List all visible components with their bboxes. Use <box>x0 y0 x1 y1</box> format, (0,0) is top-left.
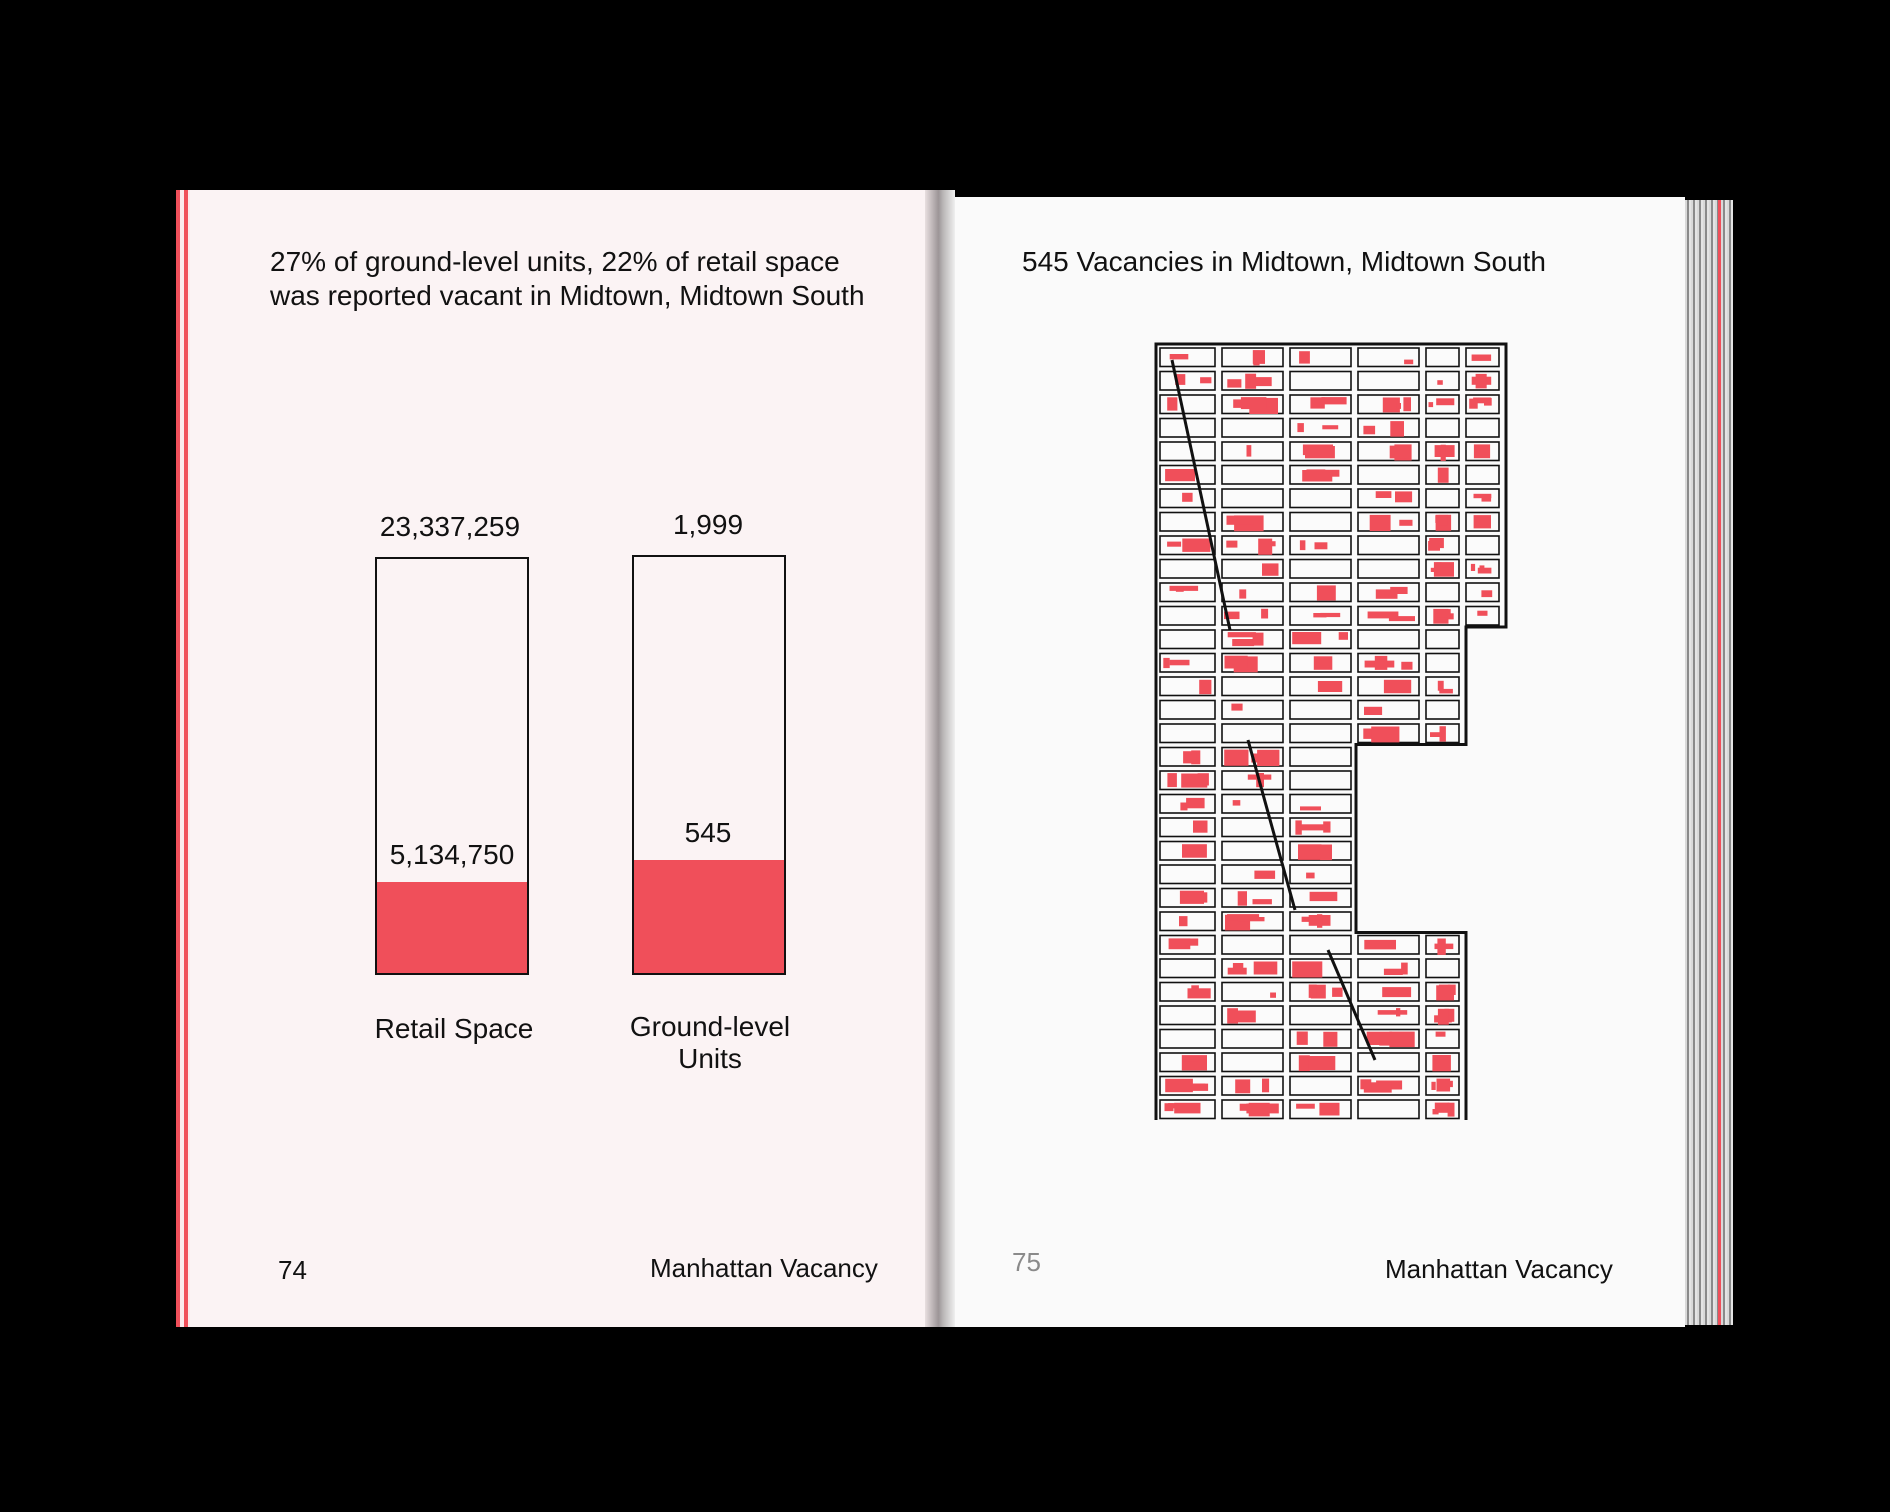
vacancy-mark <box>1474 444 1490 458</box>
vacancy-mark <box>1238 917 1265 921</box>
category-label-units-line-2: Units <box>678 1043 742 1074</box>
vacancy-mark <box>1308 1056 1335 1070</box>
vacancy-mark <box>1305 446 1335 458</box>
map-block <box>1426 701 1459 720</box>
vacancy-mark <box>1224 750 1248 766</box>
map-blocks <box>1160 348 1499 1119</box>
map-block <box>1290 489 1351 508</box>
vacancy-mark <box>1184 470 1192 477</box>
category-label-units-line-1: Ground-level <box>629 1011 791 1042</box>
vacancy-mark <box>1469 399 1478 409</box>
map-block <box>1290 560 1351 579</box>
vacancy-mark <box>1167 773 1177 787</box>
bar-retail-space <box>375 557 529 975</box>
map-block <box>1222 489 1283 508</box>
vacancy-mark <box>1396 403 1401 409</box>
vacancy-mark <box>1436 398 1454 405</box>
vacancy-mark <box>1315 542 1328 549</box>
vacancy-mark <box>1382 987 1411 997</box>
map-block <box>1160 560 1215 579</box>
vacancy-mark <box>1317 914 1322 928</box>
map-block <box>1160 442 1215 461</box>
vacancy-mark <box>1395 491 1412 502</box>
vacancy-mark <box>1482 495 1492 502</box>
vacancy-mark <box>1261 609 1268 619</box>
vacancy-mark <box>1472 355 1492 361</box>
vacancy-mark <box>1438 468 1449 483</box>
map-block <box>1160 630 1215 649</box>
map-block <box>1290 701 1351 720</box>
vacancy-mark <box>1439 985 1450 1001</box>
map-block <box>1466 536 1499 555</box>
vacancy-mark <box>1167 397 1177 410</box>
vacancy-mark <box>1480 565 1485 572</box>
vacancy-mark <box>1297 965 1317 972</box>
map-block <box>1426 348 1459 367</box>
vacancy-mark <box>1319 1103 1339 1116</box>
vacancy-mark <box>1370 515 1391 531</box>
vacancy-mark <box>1439 515 1448 526</box>
map-block <box>1222 583 1283 602</box>
vacancy-mark <box>1318 681 1342 692</box>
map-block <box>1160 1030 1215 1049</box>
vacancy-mark <box>1227 1008 1238 1023</box>
map-block <box>1222 419 1283 438</box>
vacancy-mark <box>1186 798 1205 808</box>
vacancy-mark <box>1401 662 1412 670</box>
vacancy-mark <box>1320 613 1340 617</box>
map-block <box>1222 771 1283 790</box>
map-block <box>1358 536 1419 555</box>
map-block <box>1426 583 1459 602</box>
vacancy-mark <box>1321 397 1346 404</box>
vacancy-mark <box>1390 446 1408 459</box>
left-page <box>190 190 935 1327</box>
map-block <box>1222 348 1283 367</box>
vacancy-mark <box>1399 520 1412 526</box>
vacancy-mark <box>1185 1084 1205 1091</box>
vacancy-mark <box>1432 1055 1451 1071</box>
vacancy-mark <box>1227 516 1254 525</box>
right-page-heading: 545 Vacancies in Midtown, Midtown South <box>1022 246 1546 277</box>
map-block <box>1358 560 1419 579</box>
bar-total-label-units: 1,999 <box>672 509 744 540</box>
map-block <box>1290 372 1351 391</box>
vacancy-mark <box>1299 351 1310 363</box>
vacancy-mark <box>1448 1103 1455 1117</box>
vacancy-mark <box>1314 656 1333 670</box>
map-block <box>1222 983 1283 1002</box>
map-block <box>1290 771 1351 790</box>
vacancy-mark <box>1174 1103 1200 1114</box>
vacancy-mark <box>1332 988 1343 997</box>
vacancy-mark <box>1183 751 1196 763</box>
vacancy-mark <box>1253 350 1265 364</box>
vacancy-mark <box>1170 586 1199 591</box>
vacancy-mark <box>1250 377 1271 386</box>
map-block <box>1160 1006 1215 1025</box>
map-block <box>1222 466 1283 485</box>
vacancy-mark <box>1404 360 1413 365</box>
vacancy-mark <box>1309 985 1317 998</box>
vacancy-mark <box>1297 824 1328 830</box>
vacancy-mark <box>1431 1082 1435 1090</box>
vacancy-mark <box>1233 963 1243 971</box>
vacancy-mark <box>1302 470 1332 482</box>
map-block <box>1358 1100 1419 1119</box>
vacancy-mark <box>1238 891 1247 906</box>
left-running-title: Manhattan Vacancy <box>650 1253 878 1283</box>
map-block <box>1222 795 1283 814</box>
vacancy-mark <box>1429 402 1434 407</box>
bar-category-label-retail <box>344 1013 564 1045</box>
vacancy-mark <box>1232 639 1254 646</box>
vacancy-mark <box>1364 940 1396 950</box>
left-heading-line-2: was reported vacant in Midtown, Midtown South <box>270 280 865 311</box>
map-block <box>1160 607 1215 626</box>
left-heading-line-1: 27% of ground-level units, 22% of retail space <box>270 246 840 277</box>
vacancy-mark <box>1437 609 1451 617</box>
vacancy-mark <box>1170 660 1190 666</box>
vacancy-mark <box>1246 1104 1278 1114</box>
vacancy-mark <box>1379 1035 1400 1046</box>
map-block <box>1222 677 1283 696</box>
vacancy-mark <box>1185 939 1199 946</box>
vacancy-mark <box>1317 585 1336 600</box>
map-block <box>1222 1077 1283 1096</box>
vacancy-mark <box>1235 1079 1250 1093</box>
vacancy-mark <box>1435 1103 1450 1113</box>
vacancy-mark <box>1226 541 1237 548</box>
map-block <box>1426 489 1459 508</box>
vacancy-mark <box>1296 1104 1315 1109</box>
vacancy-mark <box>1270 993 1276 998</box>
vacancy-mark <box>1181 892 1207 902</box>
vacancy-mark <box>1297 1032 1308 1045</box>
bar-vacant-label-retail: 5,134,750 <box>389 839 515 870</box>
vacancy-mark <box>1430 732 1442 737</box>
vacancy-mark <box>1378 1010 1408 1015</box>
map-block <box>1290 724 1351 743</box>
vacancy-mark <box>1320 845 1332 861</box>
vacancy-mark <box>1403 397 1411 411</box>
map-block <box>1466 466 1499 485</box>
map-block <box>1426 419 1459 438</box>
vacancy-mark <box>1375 656 1388 670</box>
vacancy-mark <box>1233 800 1241 806</box>
bar-fill-retail-space <box>377 882 527 973</box>
vacancy-mark <box>1188 988 1211 998</box>
map-block <box>1466 419 1499 438</box>
vacancy-mark <box>1227 379 1241 387</box>
vacancy-mark <box>1445 1081 1453 1087</box>
vacancy-mark <box>1182 844 1207 858</box>
vacancy-mark <box>1170 354 1189 359</box>
map-block <box>1290 1006 1351 1025</box>
map-block <box>1160 701 1215 720</box>
vacancy-mark <box>1182 539 1210 552</box>
map-block <box>1426 630 1459 649</box>
vacancy-mark <box>1390 421 1404 437</box>
vacancy-mark <box>1401 963 1408 975</box>
vacancy-mark <box>1247 445 1252 457</box>
category-label-retail-line-1: Retail Space <box>374 1013 534 1044</box>
map-block <box>1222 1030 1283 1049</box>
bar-category-label-units <box>600 1011 820 1075</box>
vacancy-mark <box>1471 564 1475 571</box>
vacancy-mark <box>1306 873 1315 879</box>
bar-fill-ground-level-units <box>634 860 784 973</box>
vacancy-mark <box>1300 806 1321 810</box>
vacancy-mark <box>1258 539 1272 555</box>
vacancy-mark <box>1368 612 1399 619</box>
vacancy-mark <box>1298 844 1322 860</box>
right-page-stack <box>1685 200 1733 1325</box>
vacancy-mark <box>1437 562 1442 574</box>
vacancy-mark <box>1233 399 1246 408</box>
vacancy-mark <box>1176 586 1184 592</box>
map-block <box>1222 442 1283 461</box>
left-page-heading <box>270 245 865 313</box>
vacancy-mark <box>1292 632 1321 644</box>
vacancy-mark <box>1254 871 1275 879</box>
vacancy-mark <box>1193 821 1208 833</box>
vacancy-mark <box>1339 632 1348 640</box>
map-block <box>1290 1077 1351 1096</box>
vacancy-mark <box>1371 727 1399 743</box>
map-block <box>1358 1006 1419 1025</box>
map-block <box>1222 1053 1283 1072</box>
vacancy-mark <box>1438 1009 1449 1025</box>
right-page-number: 75 <box>1012 1247 1041 1277</box>
vacancy-mark <box>1253 899 1272 904</box>
vacancy-mark <box>1167 542 1181 547</box>
vacancy-mark <box>1165 1103 1174 1111</box>
map-block <box>1290 865 1351 884</box>
map-block <box>1358 466 1419 485</box>
map-block <box>1290 513 1351 532</box>
vacancy-mark <box>1300 540 1306 550</box>
vacancy-mark <box>1182 493 1193 502</box>
vacancy-mark <box>1376 491 1392 498</box>
vacancy-mark <box>1474 515 1491 528</box>
vacancy-mark <box>1437 380 1443 385</box>
vacancy-mark <box>1231 704 1242 711</box>
map-block <box>1160 865 1215 884</box>
vacancy-mark <box>1481 590 1492 597</box>
map-block <box>1426 959 1459 978</box>
vacancy-mark <box>1384 680 1411 693</box>
vacancy-mark <box>1376 589 1398 598</box>
map-block <box>1222 936 1283 955</box>
map-block <box>1222 724 1283 743</box>
vacancy-mark <box>1254 962 1278 975</box>
vacancy-mark <box>1428 541 1440 551</box>
vacancy-mark <box>1477 611 1487 616</box>
book-gutter <box>925 190 955 1327</box>
vacancy-mark <box>1182 1056 1198 1062</box>
vacancy-mark <box>1163 658 1169 668</box>
vacancy-mark <box>1239 589 1246 598</box>
vacancy-mark <box>1435 944 1454 950</box>
vacancy-mark <box>1438 681 1444 691</box>
bar-total-label-retail: 23,337,259 <box>379 511 521 542</box>
map-block <box>1426 654 1459 673</box>
map-block <box>1160 724 1215 743</box>
midtown-vacancy-map <box>1150 340 1520 1120</box>
vacancy-mark <box>1360 1079 1371 1089</box>
vacancy-mark <box>1363 426 1375 435</box>
map-block <box>1358 1053 1419 1072</box>
vacancy-mark <box>1200 377 1211 383</box>
vacancy-mark <box>1228 632 1256 637</box>
vacancy-mark <box>1441 445 1446 461</box>
map-block <box>1358 630 1419 649</box>
vacancy-mark <box>1384 969 1403 975</box>
vacancy-mark <box>1310 892 1338 901</box>
vacancy-mark <box>1322 425 1338 429</box>
vacancy-mark <box>1310 397 1324 408</box>
vacancy-mark <box>1364 707 1382 715</box>
vacancy-mark <box>1199 680 1211 694</box>
map-block <box>1160 959 1215 978</box>
vacancy-mark <box>1262 563 1279 575</box>
vacancy-mark <box>1476 374 1487 389</box>
bar-vacant-label-units: 545 <box>684 817 732 848</box>
vacancy-mark <box>1225 656 1248 669</box>
map-block <box>1290 936 1351 955</box>
vacancy-mark <box>1262 1079 1269 1093</box>
left-page-number: 74 <box>278 1255 307 1285</box>
map-block <box>1222 701 1283 720</box>
vacancy-mark <box>1181 774 1207 788</box>
vacancy-mark <box>1436 1032 1446 1037</box>
map-block <box>1160 583 1215 602</box>
vacancy-mark <box>1297 423 1304 432</box>
map-block <box>1290 748 1351 767</box>
vacancy-mark <box>1323 1032 1337 1047</box>
right-running-title: Manhattan Vacancy <box>1385 1254 1613 1284</box>
bar-ground-level-units <box>632 555 786 975</box>
vacancy-mark <box>1179 916 1188 926</box>
map-block <box>1222 842 1283 861</box>
vacancy-mark <box>1484 398 1492 406</box>
vacancy-mark <box>1257 750 1279 766</box>
map-block <box>1358 372 1419 391</box>
